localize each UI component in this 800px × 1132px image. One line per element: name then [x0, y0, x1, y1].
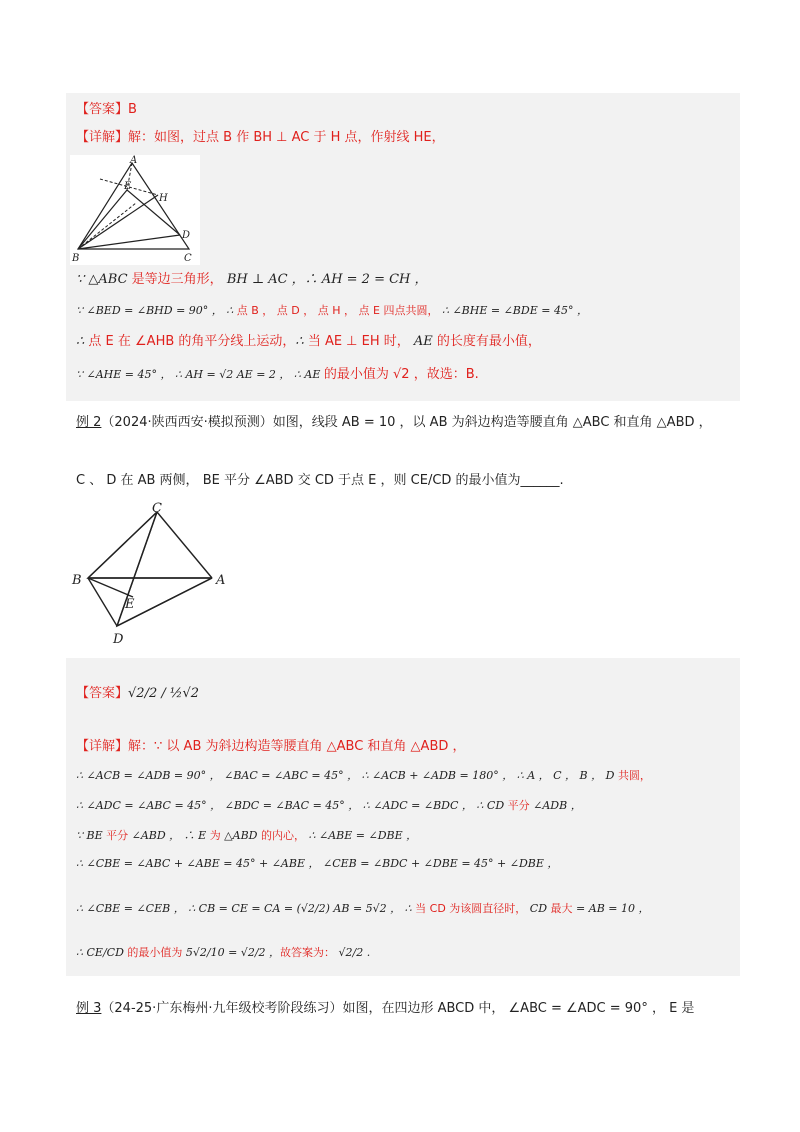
detail-label: 【详解】 [76, 739, 129, 754]
reason-line-3 [76, 333, 541, 351]
reason-red: 当 AE ⊥ EH 时， [307, 334, 410, 349]
answer-label: 【答案】 [76, 686, 129, 701]
solution-red: 共圆， [617, 769, 651, 782]
solution-text: ∠ADB ， [529, 799, 582, 812]
answer-value: B [128, 102, 137, 117]
figure-label-a: A [130, 155, 138, 166]
reason-text: AE [409, 334, 437, 349]
figure-label-b: B [72, 573, 82, 588]
reason-text: ∵ △ABC [76, 272, 132, 287]
reason-text: ∵ ∠AHE = 45° ， ∴ AH = √2 AE = 2 ， ∴ AE [76, 368, 324, 381]
solution-line-3 [76, 827, 417, 845]
solution-red: 当 CD 为该圆直径时， [415, 902, 527, 915]
reason-line-2 [76, 302, 588, 320]
solution-line-1 [76, 767, 651, 785]
solution-text: ∴ ∠CBE = ∠ABC + ∠ABE = 45° + ∠ABE ， ∠CEB = ∠BDC + ∠DBE = 45° + ∠DBE ， [76, 857, 559, 870]
reason-red: 的最小值为 √2 ，故选：B. [323, 367, 479, 382]
answer-label: 【答案】 [76, 102, 129, 117]
question-line-1 [76, 414, 712, 432]
figure-quadrilateral-2 [70, 500, 230, 650]
solution-line-4 [76, 855, 558, 873]
figure-triangle-1 [70, 155, 200, 265]
example-source: （24-25·广东梅州·九年级校考阶段练习） [101, 1001, 343, 1016]
reason-text: ∴ [295, 334, 308, 349]
reason-red: 点 B ， 点 D ， 点 H ， 点 E 四点共圆， [236, 304, 439, 317]
figure-label-e: E [124, 181, 132, 192]
solution-text: √2/2 . [335, 946, 371, 959]
answer-line-2 [76, 685, 199, 703]
reason-text: BH ⊥ AC ，∴ AH = 2 = CH ， [222, 272, 428, 287]
reason-text: ∵ ∠BED = ∠BHD = 90° ， ∴ [76, 304, 237, 317]
solution-red: 的最小值为 [127, 946, 183, 959]
question-text: C 、 D 在 AB 两侧， BE 平分 ∠ABD 交 CD 于点 E ，则 CE/CD 的最小值为______. [76, 473, 564, 488]
example-number: 例 3 [76, 1001, 102, 1016]
detail-line-2 [76, 738, 466, 756]
figure-label-h: H [159, 193, 168, 204]
solution-text: △ABD [220, 829, 261, 842]
question-line-2 [76, 472, 564, 490]
solution-text: ∠ABD ， ∴ E [128, 829, 210, 842]
reason-red: 是等边三角形， [131, 272, 223, 287]
solution-line-5 [76, 900, 650, 918]
detail-text: 解：如图，过点 B 作 BH ⊥ AC 于 H 点，作射线 HE， [128, 130, 445, 145]
reason-line-4 [76, 366, 479, 384]
example-number: 例 2 [76, 415, 102, 430]
question-text: 如图，在四边形 ABCD 中， ∠ABC = ∠ADC = 90° ， E 是 [342, 1001, 695, 1016]
segment-ca [157, 512, 212, 578]
figure-label-b: B [72, 253, 80, 264]
answer-value: √2/2 / ½√2 [128, 686, 200, 701]
reason-text: ∴ ∠BHE = ∠BDE = 45° ， [438, 304, 588, 317]
question-text: 如图，线段 AB = 10 ，以 AB 为斜边构造等腰直角 △ABC 和直角 △ABD ， [272, 415, 712, 430]
solution-text: 5√2/10 = √2/2 ， [182, 946, 281, 959]
example-source: （2024·陕西西安·模拟预测） [101, 415, 273, 430]
solution-text: ∴ ∠ABE = ∠DBE ， [305, 829, 418, 842]
reason-red: 点 E 在 ∠AHB 的角平分线上运动， [88, 334, 296, 349]
figure-label-a: A [216, 573, 226, 588]
detail-label: 【详解】 [76, 130, 129, 145]
segment-be [88, 578, 133, 597]
detail-line-1 [76, 129, 445, 147]
answer-panel-2 [66, 658, 740, 976]
solution-line-2 [76, 797, 582, 815]
figure-label-d: D [113, 632, 124, 647]
solution-text: ∴ CE/CD [76, 946, 128, 959]
solution-red: 平分 [507, 799, 530, 812]
solution-text: ∴ ∠ADC = ∠ABC = 45° ， ∠BDC = ∠BAC = 45° ， ∴ ∠ADC = ∠BDC ， ∴ CD [76, 799, 508, 812]
solution-red: 最大 [550, 902, 573, 915]
solution-text: ∵ BE [76, 829, 107, 842]
question-line-3 [76, 1000, 694, 1018]
solution-text: ∴ ∠CBE = ∠CEB ， ∴ CB = CE = CA = (√2/2) AB = 5√2 ， ∴ [76, 902, 416, 915]
solution-text: = AB = 10 ， [572, 902, 650, 915]
solution-line-6 [76, 944, 370, 962]
solution-red: 平分 [106, 829, 129, 842]
reason-red: 的长度有最小值， [436, 334, 541, 349]
solution-red: 故答案为： [280, 946, 336, 959]
answer-line-1 [76, 101, 137, 119]
solution-red: 为 [209, 829, 221, 842]
segment-bd [88, 578, 117, 626]
reason-text: ∴ [76, 334, 89, 349]
reason-line-1 [76, 271, 428, 289]
figure-label-e: E [125, 597, 135, 612]
figure-label-c: C [184, 253, 192, 264]
solution-text: CD [526, 902, 551, 915]
solution-red: 的内心， [261, 829, 305, 842]
detail-text: 解：∵ 以 AB 为斜边构造等腰直角 △ABC 和直角 △ABD ， [128, 739, 466, 754]
solution-text: ∴ ∠ACB = ∠ADB = 90° ， ∠BAC = ∠ABC = 45° ， ∴ ∠ACB + ∠ADB = 180° ， ∴ A ， C ， B ， D [76, 769, 618, 782]
figure-label-d: D [182, 230, 191, 241]
figure-label-c: C [152, 501, 162, 516]
segment-bc [88, 512, 157, 578]
